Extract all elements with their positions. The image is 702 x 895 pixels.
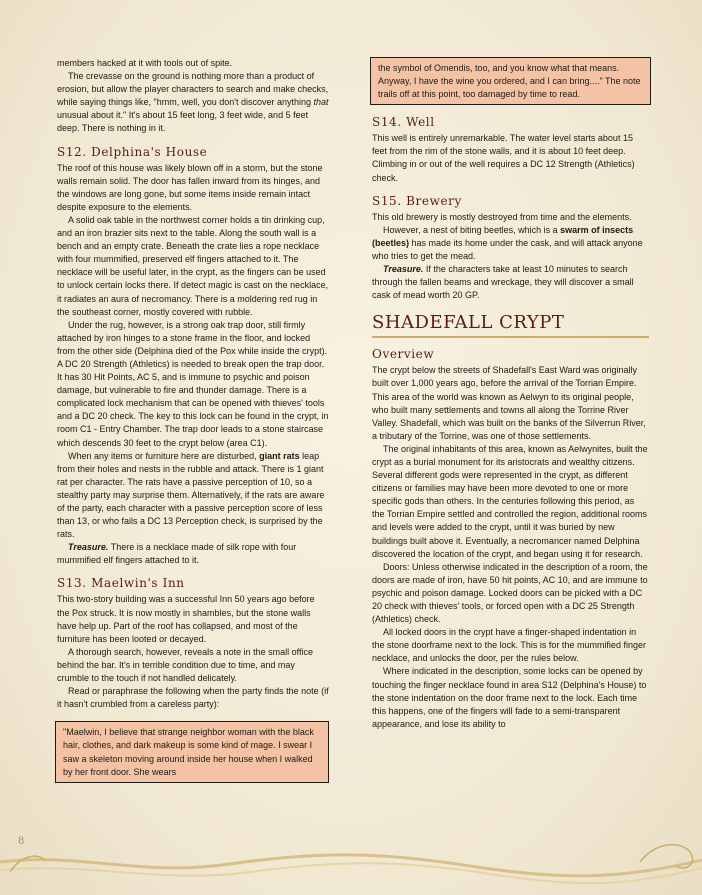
left-column [57,57,329,783]
paragraph: Under the rug, however, is a strong oak trap door, still firmly attached by iron hinges to a stone frame in the floor, and locked from the other side (Delphina died of the Pox while inside the crypt). A DC 20 Strength (Athletics) is needed to break open the trap door. It has 30 Hit Points, AC 5, and is immune to psychic and poison damage, but vulnerable to fire and thunder damage. There is a complicated lock mechanism that can be opened with thieves' tools and a DC 20 check. The key to this lock can be found in the crypt, in room C1 - Entry Chamber. The trap door leads to a stone staircase which descends 30 feet to the crypt below (area C1). [57,319,329,448]
section-heading-s13: S13. Maelwin's Inn [57,576,185,591]
paragraph: All locked doors in the crypt have a finger-shaped indentation in the stone doorframe next to the lock. This is for the mummified finger necklace, and unlocks the door, per the rules below. [372,627,646,664]
paragraph: The original inhabitants of this area, known as Aelwynites, built the crypt as a burial monument for its aristocrats and wealthy citizens. Several different gods were represented in the crypt, as different citizens or families may have been more devoted to one or more specific gods than others. In the centuries following this period, as the Torrian Empire settled and controlled the region, additional rooms and levels were added to the crypt, until it was buried by new buildings built above it. Eventually, a necromancer named Delphina discovered the location of the crypt, and began using it for research. [372,443,648,559]
page-number: 8 [18,836,25,847]
paragraph: However, a nest of biting beetles, which is a swarm of insects (beetles) has made its home under the cask, and will attack anyone who tries to get the mead. [372,224,643,261]
footer-ornament [0,822,702,895]
section-heading-s14: S14. Well [372,115,435,130]
read-aloud-note [55,721,329,782]
treasure-paragraph: Treasure. There is a necklace made of silk rope with four mummified elf fingers attached to it. [57,542,297,566]
paragraph: The crypt below the streets of Shadefall's East Ward was originally built over 1,000 years ago, before the arrival of the Torrian Empire. This area of the world was known as Aelwyn to its original people, who built many settlements and towns all along the Torrine River Valley. Shadefall, which was built on the banks of the Silverrun River, a tributary of the Torrine, was one of those settlements. [372,365,646,441]
paragraph: members hacked at it with tools out of spite. [57,58,233,68]
paragraph: This two-story building was a successful Inn 50 years ago before the Pox struck. It is now mostly in shambles, but the stone walls have help up. Part of the roof has collapsed, and most of the furniture has been looted or decayed. [57,594,315,644]
paragraph: A solid oak table in the northwest corner holds a tin drinking cup, and an iron brazier sits next to the table. Along the south wall is a bench and an empty crate. Beneath the crate lies a rope necklace with four mummified, preserved elf fingers attached to it. The necklace will be useful later, in the crypt, as the fingers can be used to unlock certain locks there. If detect magic is cast on the necklace, it radiates an aura of necromancy. There is a moldering red rug in the southeast corner, mostly covered with rubble. [57,214,329,317]
section-heading-s15: S15. Brewery [372,193,462,208]
right-column [372,57,649,731]
paragraph: The roof of this house was likely blown off in a storm, but the stone walls remain solid. The door has fallen inward from its hinges, and the windows are long gone, but some items inside remain intact despite exposure to the elements. [57,162,323,212]
paragraph: Where indicated in the description, some locks can be opened by touching the finger necklace found in area S12 (Delphina's House) to the stone indentation on the door frame next to the lock. Each time this happens, one of the fingers will fade to a semi-transparent appearance, and lose its ability to [372,666,647,729]
note-text: the symbol of Omendis, too, and you know what that means. Anyway, I have the wine you ordered, and I can bring...." The note trails off at this point, too damaged by time to read. [378,63,641,100]
paragraph: Read or paraphrase the following when the party finds the note (if it hasn't crumbled from a careless party): [57,686,329,710]
section-heading-s12: S12. Delphina's House [57,144,208,159]
note-text: "Maelwin, I believe that strange neighbor woman with the black hair, clothes, and dark makeup is some kind of mage. I swear I saw a skeleton moving around inside her house when I walked by her front door. She wears [63,727,314,777]
chapter-heading: SHADEFALL CRYPT [372,312,649,338]
paragraph: The crevasse on the ground is nothing more than a product of erosion, but allow the player characters to search and make checks, while saying things like, "hmm, well, you don't discover anything that unusual about it." It's about 15 feet long, 3 feet wide, and 5 feet deep. There is nothing in it. [57,71,329,134]
treasure-paragraph: Treasure. If the characters take at least 10 minutes to search through the fallen beams and wreckage, they will discover a small cask of mead worth 20 GP. [372,264,634,301]
paragraph: This well is entirely unremarkable. The water level starts about 15 feet from the rim of the stone walls, and it is about 10 feet deep. Climbing in or out of the well requires a DC 12 Strength (Athletics) check. [372,133,635,183]
paragraph: Doors: Unless otherwise indicated in the description of a room, the doors are made of iron, have 50 hit points, AC 10, and are immune to psychic and poison damage. Locked doors can be picked with a DC 20 check with thieves' tools, or forced open with a DC 25 Strength (Athletics) check. [372,561,648,625]
read-aloud-note-continued [370,57,651,105]
paragraph: When any items or furniture here are disturbed, giant rats leap from their holes and nests in the rubble and attack. There is 1 giant rat per character. The rats have a passive perception of 10, so a stealthy party may surprise them. Alternatively, if the rats are aware of the party, each character with a passive perception score of less than 13, or who fails a DC 13 Perception check, is surprised by the rats. [57,450,325,540]
paragraph: A thorough search, however, reveals a note in the small office behind the bar. It's in terrible condition due to time, and may crumble to the touch if not handled delicately. [57,646,313,684]
section-heading-overview: Overview [372,347,435,362]
paragraph: This old brewery is mostly destroyed from time and the elements. [372,211,632,222]
